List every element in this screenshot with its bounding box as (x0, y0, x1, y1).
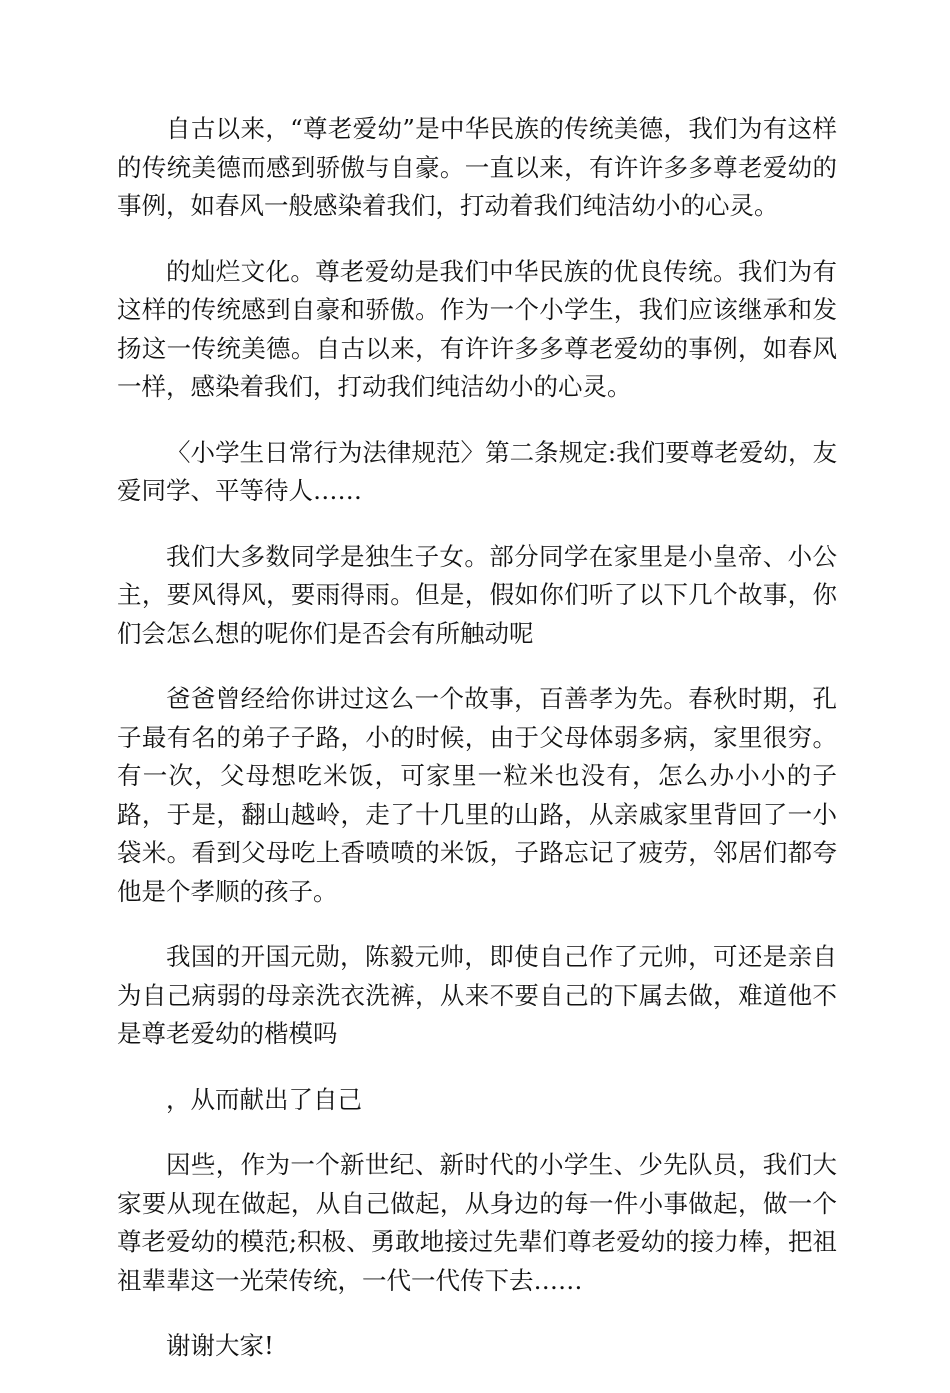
paragraph-3: 〈小学生日常行为法律规范〉第二条规定:我们要尊老爱幼，友爱同学、平等待人…… (117, 437, 837, 505)
paragraph-1: 自古以来，“尊老爱幼”是中华民族的传统美德，我们为有这样的传统美德而感到骄傲与自豪。一直以来，有许许多多尊老爱幼的事例，如春风一般感染着我们，打动着我们纯洁幼小的心灵。 (117, 114, 837, 220)
paragraph-5: 爸爸曾经给你讲过这么一个故事，百善孝为先。春秋时期，孔子最有名的弟子子路，小的时候，由于父母体弱多病，家里很穷。有一次，父母想吃米饭，可家里一粒米也没有，怎么办小小的子路，于是，翻山越岭，走了十几里的山路，从亲戚家里背回了一小袋米。看到父母吃上香喷喷的米饭，子路忘记了疲劳，邻居们都夸他是个孝顺的孩子。 (117, 684, 837, 906)
paragraph-8: 因些，作为一个新世纪、新时代的小学生、少先队员，我们大家要从现在做起，从自己做起，从身边的每一件小事做起，做一个尊老爱幼的模范;积极、勇敢地接过先辈们尊老爱幼的接力棒，把祖祖辈辈这一光荣传统，一代一代传下去…… (117, 1150, 837, 1295)
paragraph-6: 我国的开国元勋，陈毅元帅，即使自己作了元帅，可还是亲自为自己病弱的母亲洗衣洗裤，从来不要自己的下属去做，难道他不是尊老爱幼的楷模吗 (117, 942, 837, 1048)
paragraph-4: 我们大多数同学是独生子女。部分同学在家里是小皇帝、小公主，要风得风，要雨得雨。但是，假如你们听了以下几个故事，你们会怎么想的呢你们是否会有所触动呢 (117, 541, 837, 648)
paragraph-7: ，从而献出了自己 (166, 1084, 362, 1114)
document-body (117, 110, 837, 1393)
paragraph-9: 谢谢大家! (166, 1331, 274, 1360)
paragraph-2: 的灿烂文化。尊老爱幼是我们中华民族的优良传统。我们为有这样的传统感到自豪和骄傲。作为一个小学生，我们应该继承和发扬这一传统美德。自古以来，有许许多多尊老爱幼的事例，如春风一样，感染着我们，打动我们纯洁幼小的心灵。 (117, 256, 837, 401)
